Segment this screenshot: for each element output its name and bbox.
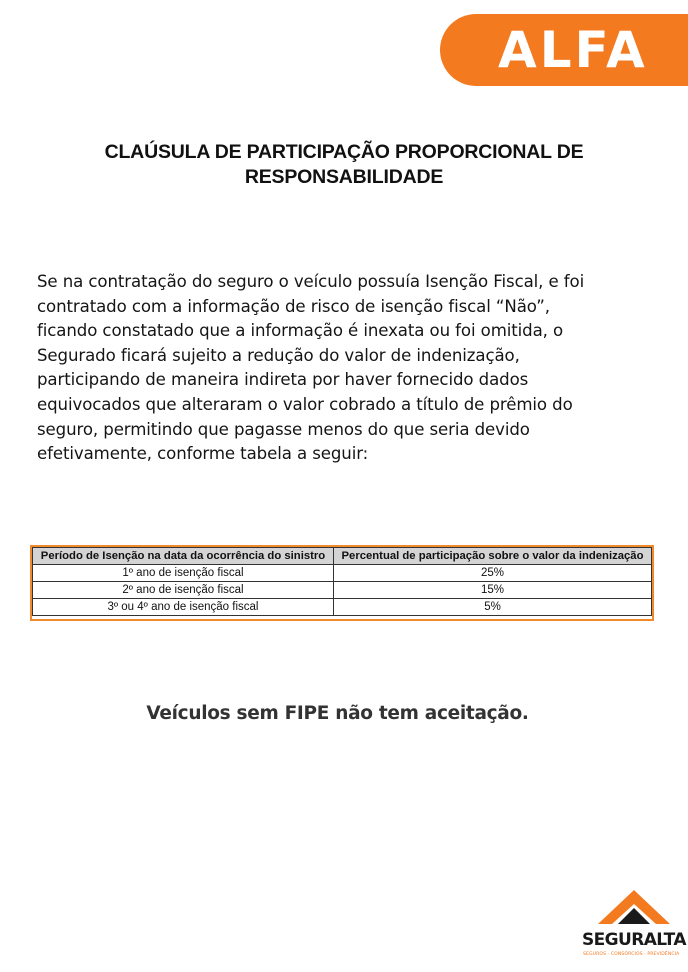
table-cell-percentage: 5%	[334, 599, 652, 616]
table-header-row	[33, 548, 652, 565]
table-cell-period: 2º ano de isenção fiscal	[33, 582, 334, 599]
paragraph-line: equivocados que alteraram o valor cobrado a título de prêmio do	[37, 394, 573, 414]
paragraph-line: ficando constatado que a informação é inexata ou foi omitida, o	[37, 321, 564, 341]
table-row	[33, 565, 652, 582]
seguralta-logo	[578, 888, 688, 968]
closing-note: Veículos sem FIPE não tem aceitação.	[146, 703, 529, 724]
participation-table-grid	[32, 547, 652, 616]
table-cell-percentage: 25%	[334, 565, 652, 582]
paragraph-line: participando de maneira indireta por haver fornecido dados	[37, 370, 529, 390]
participation-table	[30, 545, 654, 621]
table-row	[33, 599, 652, 616]
page-title-line-2: RESPONSABILIDADE	[244, 166, 444, 188]
table-header-period: Período de Isenção na data da ocorrência do sinistro	[33, 548, 334, 565]
page-title-line-1: CLAÚSULA DE PARTICIPAÇÃO PROPORCIONAL DE	[104, 141, 584, 163]
paragraph-line: seguro, permitindo que pagasse menos do que seria devido	[37, 419, 530, 439]
clause-paragraph	[37, 270, 657, 467]
page-title	[40, 140, 648, 190]
logo-name: SEGURALTA	[582, 930, 686, 950]
table-cell-period: 3º ou 4º ano de isenção fiscal	[33, 599, 334, 616]
paragraph-line: efetivamente, conforme tabela a seguir:	[37, 444, 369, 464]
table-cell-period: 1º ano de isenção fiscal	[33, 565, 334, 582]
paragraph-line: contratado com a informação de risco de isenção fiscal “Não”,	[37, 296, 550, 316]
brand-badge	[440, 14, 688, 86]
brand-badge-label: ALFA	[498, 21, 648, 79]
table-cell-percentage: 15%	[334, 582, 652, 599]
table-header-percentage: Percentual de participação sobre o valor da indenização	[334, 548, 652, 565]
paragraph-line: Segurado ficará sujeito a redução do valor de indenização,	[37, 345, 520, 365]
table-row	[33, 582, 652, 599]
logo-tagline: SEGUROS · CONSÓRCIOS · PREVIDÊNCIA	[583, 952, 680, 957]
paragraph-line: Se na contratação do seguro o veículo possuía Isenção Fiscal, e foi	[37, 272, 585, 291]
roof-icon	[596, 888, 672, 930]
